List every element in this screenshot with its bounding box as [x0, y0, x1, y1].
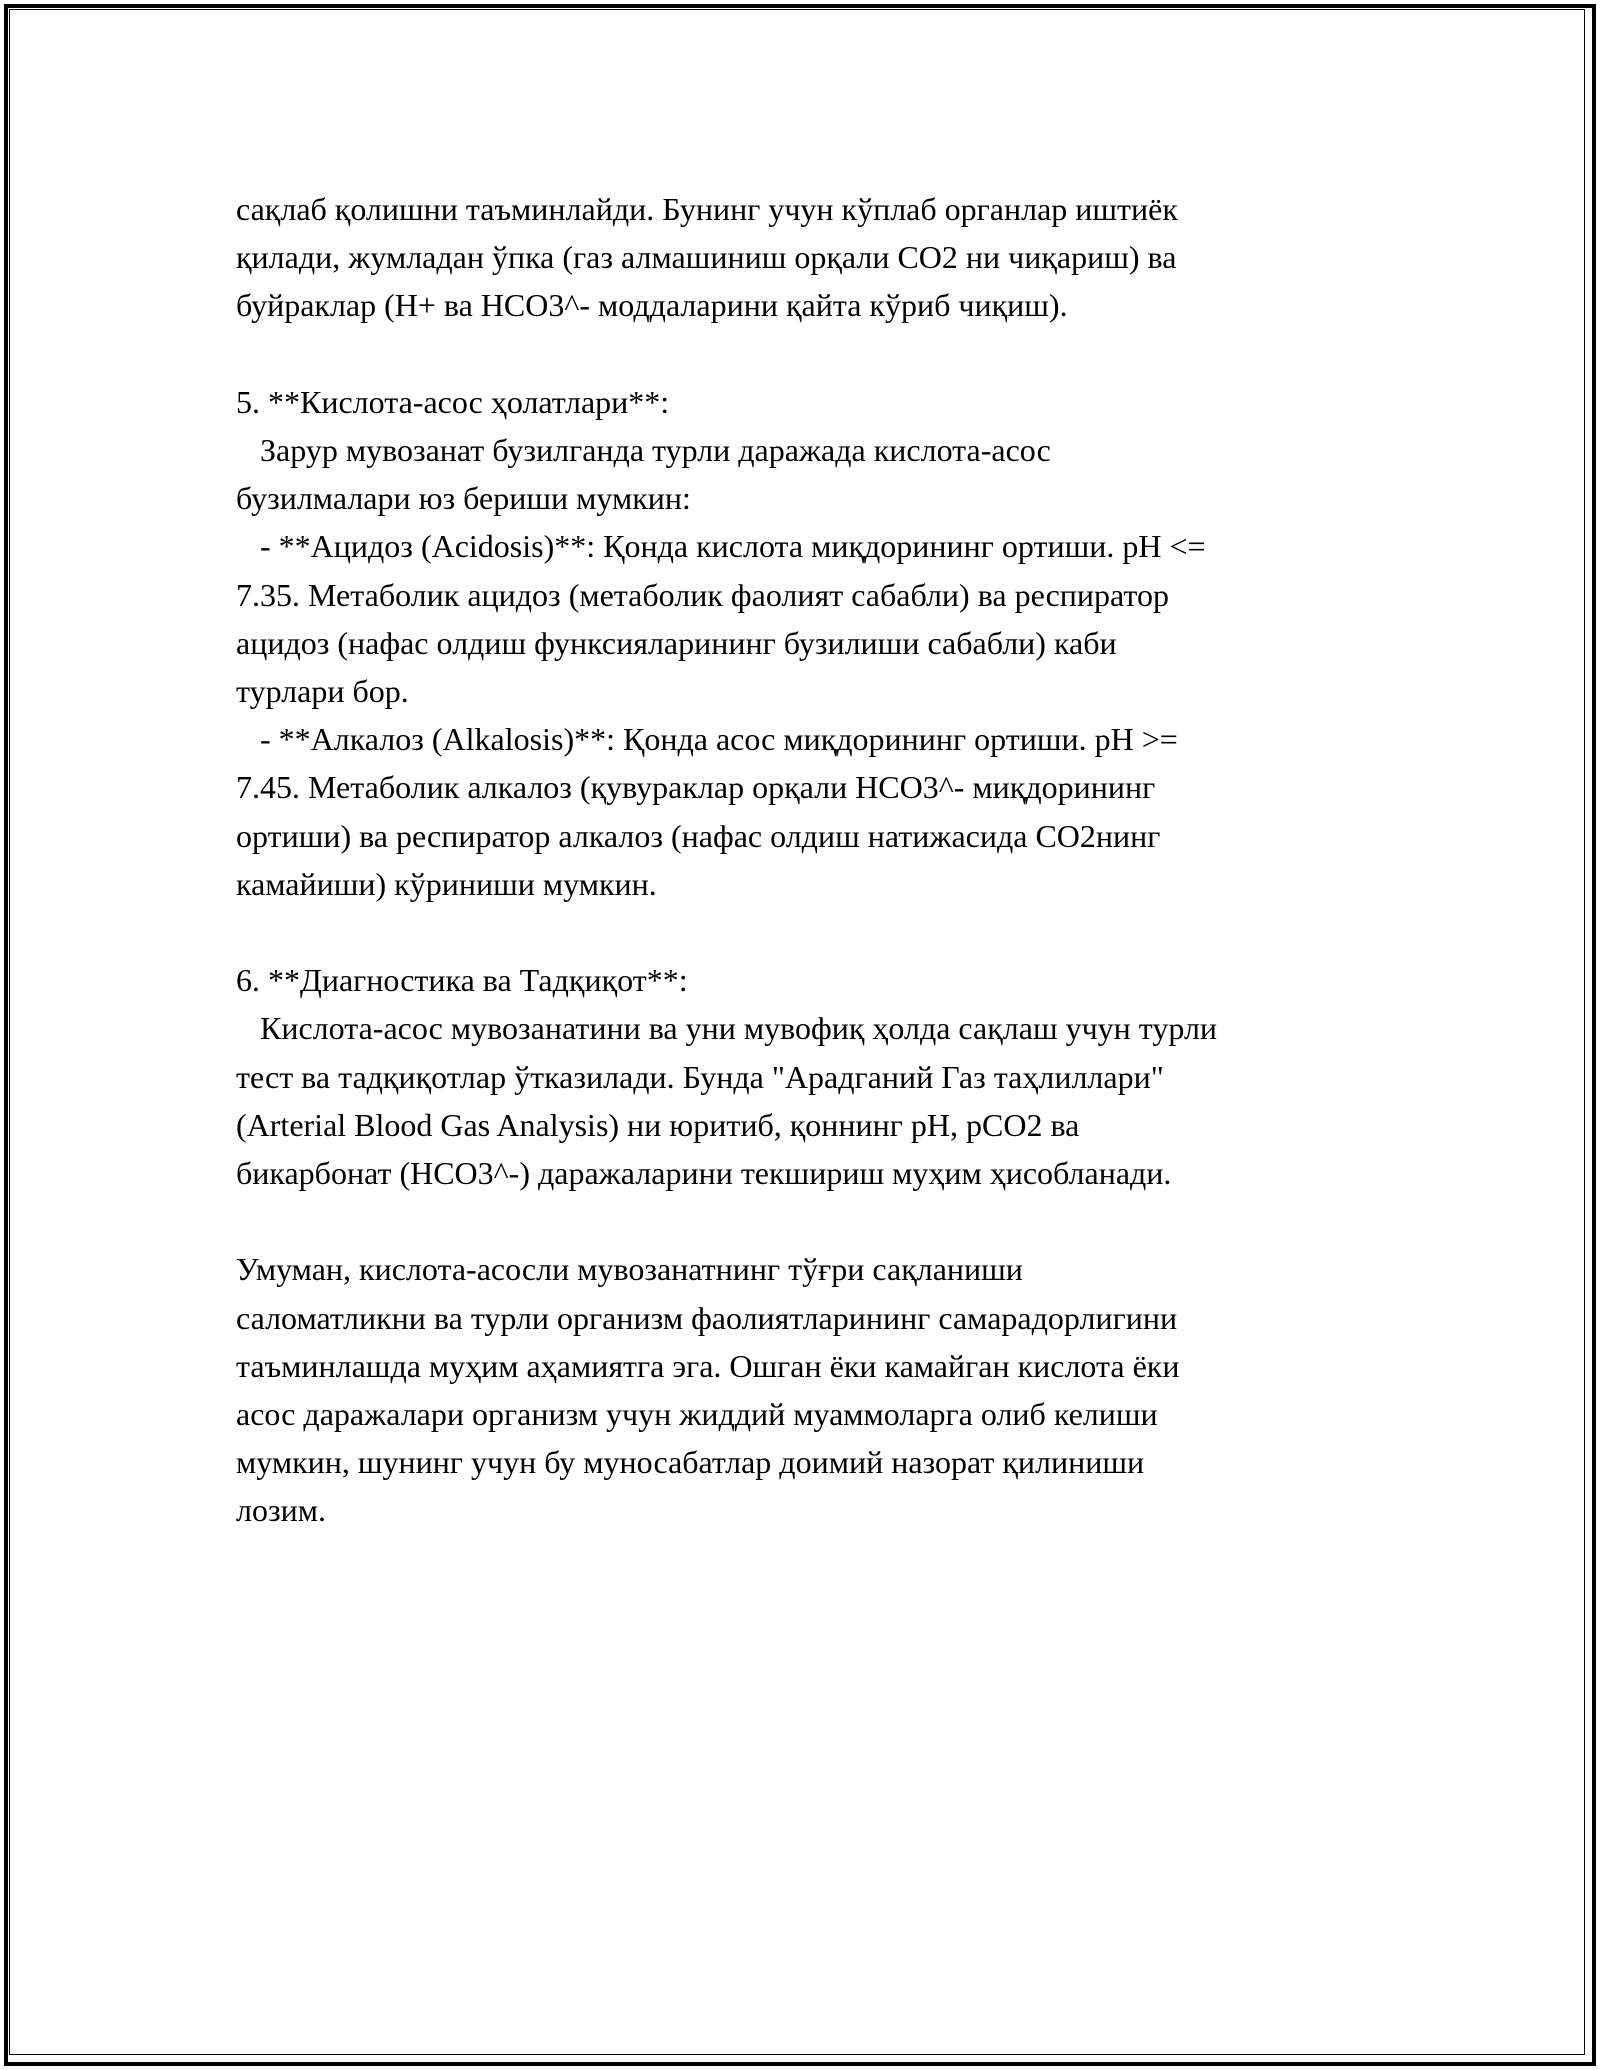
- section-acid-base-states: [236, 378, 1376, 908]
- text-line: буйраклар (H+ ва HCO3^- моддаларини қайта кўриб чиқиш).: [236, 287, 1068, 324]
- paragraph-gap: [236, 908, 1376, 956]
- text-line: асос даражалари организм учун жиддий муаммоларга олиб келиши: [236, 1396, 1158, 1433]
- text-line: тест ва тадқиқотлар ўтказилади. Бунда "Арадганий Газ таҳлиллари": [236, 1058, 1164, 1095]
- text-line: бикарбонат (HCO3^-) даражаларини текшириш муҳим ҳисобланади.: [236, 1155, 1172, 1192]
- paragraph-gap: [236, 330, 1376, 378]
- text-line: сақлаб қолишни таъминлайди. Бунинг учун кўплаб органлар иштиёк: [236, 191, 1178, 227]
- section-heading: 5. **Кислота-асос ҳолатлари**:: [236, 383, 670, 420]
- text-line: қилади, жумладан ўпка (газ алмашиниш орқали CO2 ни чиқариш) ва: [236, 239, 1177, 276]
- list-item-alkalosis: - **Алкалоз (Alkalosis)**: Қонда асос миқдорининг ортиши. pH >=: [236, 721, 1178, 758]
- text-line: Зарур мувозанат бузилганда турли даражада кислота-асос: [236, 432, 1051, 468]
- document-body: [236, 185, 1376, 1535]
- text-line: мумкин, шунинг учун бу муносабатлар доимий назорат қилиниши: [236, 1444, 1145, 1481]
- list-item-acidosis: - **Ацидоз (Acidosis)**: Қонда кислота миқдорининг ортиши. pH <=: [236, 528, 1206, 565]
- section-diagnostics: [236, 956, 1376, 1197]
- text-line: бузилмалари юз бериши мумкин:: [236, 480, 691, 517]
- text-line: 7.45. Метаболик алкалоз (қувураклар орқали HCO3^- миқдорининг: [236, 769, 1156, 806]
- text-line: Умуман, кислота-асосли мувозанатнинг тўғри сақланиши: [236, 1251, 1023, 1288]
- text-line: таъминлашда муҳим аҳамиятга эга. Ошган ёки камайган кислота ёки: [236, 1347, 1180, 1384]
- text-line: камайиши) кўриниши мумкин.: [236, 865, 657, 902]
- paragraph-conclusion: [236, 1245, 1376, 1534]
- text-line: 7.35. Метаболик ацидоз (метаболик фаолият сабабли) ва респиратор: [236, 576, 1169, 613]
- text-line: ацидоз (нафас олдиш функсияларининг бузилиши сабабли) каби: [236, 624, 1117, 661]
- text-line: Кислота-асос мувозанатини ва уни мувофиқ ҳолда сақлаш учун турли: [236, 1010, 1218, 1047]
- text-line: (Arterial Blood Gas Analysis) ни юритиб, қоннинг pH, pCO2 ва: [236, 1106, 1080, 1143]
- paragraph-intro: [236, 185, 1376, 330]
- section-heading: 6. **Диагностика ва Тадқиқот**:: [236, 962, 688, 999]
- text-line: ортиши) ва респиратор алкалоз (нафас олдиш натижасида CO2нинг: [236, 817, 1161, 854]
- text-line: саломатликни ва турли организм фаолиятларининг самарадорлигини: [236, 1299, 1178, 1336]
- text-line: лозим.: [236, 1492, 326, 1529]
- paragraph-gap: [236, 1197, 1376, 1245]
- text-line: турлари бор.: [236, 673, 409, 710]
